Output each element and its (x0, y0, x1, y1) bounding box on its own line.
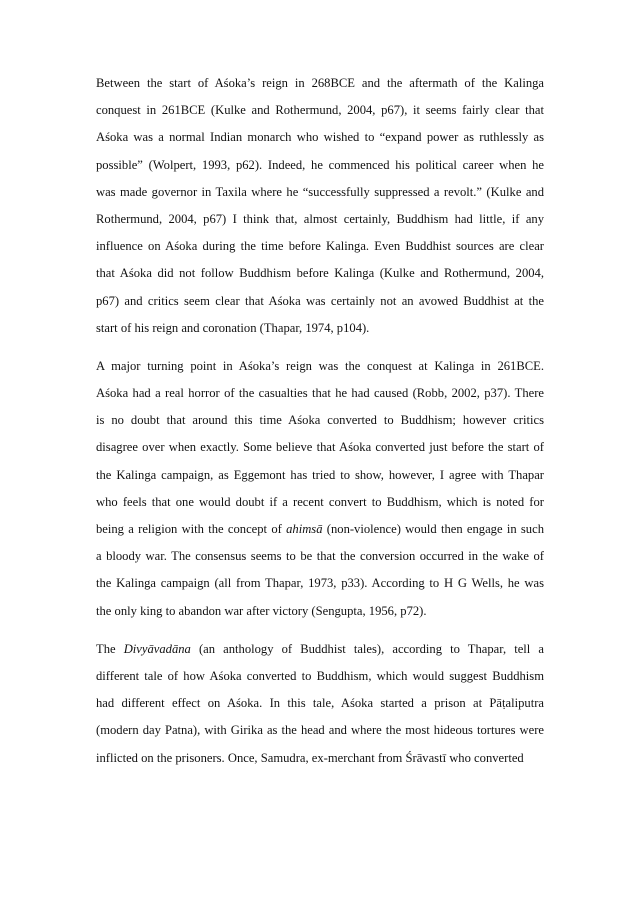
paragraph (96, 70, 544, 342)
text-line: different tale of how Aśoka converted to Buddhism, which would suggest Buddhism (96, 668, 544, 683)
text-line: the Kalinga campaign (all from Thapar, 1973, p33). According to H G Wells, he was (96, 576, 544, 591)
text-line: the only king to abandon war after victory (Sengupta, 1956, p72). (96, 603, 427, 618)
text-line: Aśoka had a real horror of the casualties that he had caused (Robb, 2002, p37). There (96, 386, 544, 401)
text-line: conquest in 261BCE (Kulke and Rothermund, 2004, p67), it seems fairly clear that (96, 103, 544, 118)
text-line: that Aśoka did not follow Buddhism before Kalinga (Kulke and Rothermund, 2004, (96, 266, 544, 281)
text-line: Rothermund, 2004, p67) I think that, almost certainly, Buddhism had little, if any (96, 211, 544, 226)
text-line: Between the start of Aśoka’s reign in 268BCE and the aftermath of the Kalinga (96, 76, 544, 90)
text-line: is no doubt that around this time Aśoka converted to Buddhism; however critics (96, 413, 544, 428)
text-line: the Kalinga campaign, as Eggemont has tried to show, however, I agree with Thapar (96, 467, 544, 482)
body-text (96, 70, 544, 783)
text-line: had different effect on Aśoka. In this tale, Aśoka started a prison at Pāṭaliputra (96, 696, 544, 711)
italic-term: Divyāvadāna (123, 641, 191, 656)
text-line: inflicted on the prisoners. Once, Samudra, ex-merchant from Śrāvastī who converted (96, 750, 524, 765)
text-line: who feels that one would doubt if a recent convert to Buddhism, which is noted for (96, 494, 544, 509)
text-line: a bloody war. The consensus seems to be that the conversion occurred in the wake of (96, 549, 544, 564)
text-line: influence on Aśoka during the time before Kalinga. Even Buddhist sources are clear (96, 239, 544, 254)
text-line: (modern day Patna), with Girika as the head and where the most hideous tortures were (96, 723, 544, 738)
text-line: Aśoka was a normal Indian monarch who wished to “expand power as ruthlessly as (96, 130, 544, 145)
text-line: was made governor in Taxila where he “successfully suppressed a revolt.” (Kulke and (96, 184, 544, 199)
text-line: start of his reign and coronation (Thapar, 1974, p104). (96, 320, 370, 335)
text-line: disagree over when exactly. Some believe that Aśoka converted just before the start of (96, 440, 544, 455)
paragraph (96, 636, 544, 772)
italic-term: ahimsā (286, 522, 323, 536)
text-segment: being a religion with the concept of (96, 522, 287, 536)
text-line: possible” (Wolpert, 1993, p62). Indeed, he commenced his political career when he (96, 157, 544, 172)
text-line (96, 636, 544, 663)
text-segment: (an anthology of Buddhist tales), according to Thapar, tell a (190, 641, 545, 656)
text-line: A major turning point in Aśoka’s reign was the conquest at Kalinga in 261BCE. (96, 358, 544, 373)
text-line: p67) and critics seem clear that Aśoka was certainly not an avowed Buddhist at the (96, 293, 544, 308)
text-segment: The (96, 641, 124, 656)
text-segment: (non-violence) would then engage in such (322, 522, 544, 536)
paragraph (96, 353, 544, 625)
text-line (96, 516, 544, 543)
